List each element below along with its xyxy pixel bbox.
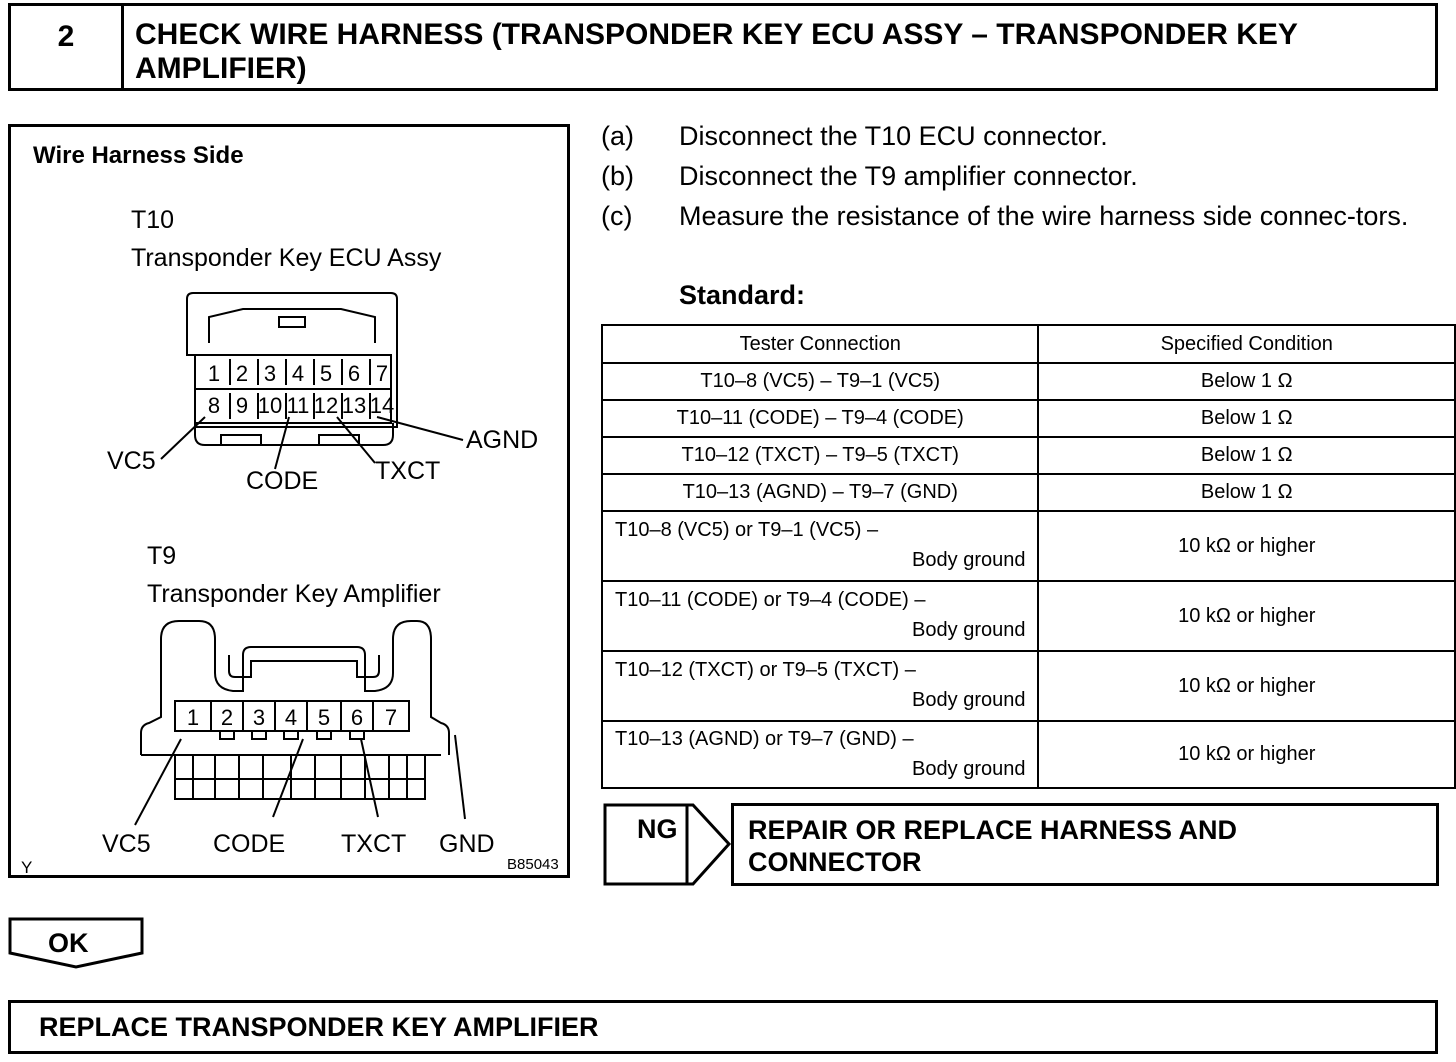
- connection-line-2: Body ground: [912, 549, 1026, 571]
- t10-pin-3: 3: [263, 361, 277, 386]
- t9-pin-tab: [317, 731, 331, 739]
- table-row: [602, 437, 1455, 474]
- t10-pin-2: 2: [235, 361, 249, 386]
- final-step-box: [8, 1000, 1438, 1054]
- cell-condition: Below 1 Ω: [1038, 400, 1455, 437]
- t10-pin-8: 8: [207, 393, 221, 418]
- t9-pin-tab: [220, 731, 234, 739]
- table-row: [602, 581, 1455, 651]
- t10-pin-1: 1: [207, 361, 221, 386]
- t9-txct-label: TXCT: [341, 830, 407, 858]
- ng-result-line-2: CONNECTOR: [748, 847, 922, 877]
- figure-id: B85043: [507, 856, 559, 873]
- final-step-text: REPLACE TRANSPONDER KEY AMPLIFIER: [39, 1012, 599, 1042]
- connection-line-2: Body ground: [912, 757, 1026, 780]
- t9-pin-3: 3: [252, 705, 266, 730]
- connection-line-1: T10–13 (AGND) or T9–7 (GND) –: [615, 727, 914, 750]
- t10-pin-9: 9: [235, 393, 249, 418]
- wire-harness-diagram: [8, 124, 570, 878]
- cell-connection: [602, 581, 1038, 651]
- t10-pin-7: 7: [375, 361, 389, 386]
- t10-code-label: CODE: [246, 467, 319, 495]
- corner-mark: Y: [21, 858, 33, 877]
- t9-pin-tab: [252, 731, 266, 739]
- t10-vc5-label: VC5: [107, 447, 156, 475]
- t10-pin-10: 10: [257, 393, 283, 418]
- t9-pin-1: 1: [186, 705, 200, 730]
- t10-agnd-label: AGND: [466, 426, 539, 454]
- t9-pin-tab: [350, 731, 364, 739]
- t9-pin-tab: [284, 731, 298, 739]
- t9-name: Transponder Key Amplifier: [147, 580, 441, 608]
- t10-pin-6: 6: [347, 361, 361, 386]
- connection-line-1: T10–12 (TXCT) or T9–5 (TXCT) –: [615, 659, 916, 681]
- ng-arrow-shape: [603, 803, 733, 886]
- t10-pin-11: 11: [286, 393, 310, 418]
- specification-table: [601, 324, 1456, 789]
- ng-result-box: [731, 803, 1439, 886]
- t9-code: T9: [147, 542, 177, 570]
- t10-pin-13: 13: [341, 393, 367, 418]
- t9-pin-5: 5: [317, 705, 331, 730]
- table-row: [602, 400, 1455, 437]
- cell-connection: T10–13 (AGND) – T9–7 (GND): [602, 474, 1038, 511]
- cell-condition: 10 kΩ or higher: [1038, 721, 1455, 788]
- standard-label: Standard:: [679, 280, 806, 310]
- t10-code: T10: [131, 206, 175, 234]
- connection-line-2: Body ground: [912, 689, 1026, 711]
- t9-vc5-label: VC5: [102, 830, 151, 858]
- instruction-a-letter: (a): [601, 121, 634, 151]
- cell-connection: T10–11 (CODE) – T9–4 (CODE): [602, 400, 1038, 437]
- cell-condition: 10 kΩ or higher: [1038, 651, 1455, 721]
- ok-label: OK: [48, 928, 89, 958]
- cell-connection: [602, 651, 1038, 721]
- ng-result-line-1: REPAIR OR REPLACE HARNESS AND: [748, 815, 1238, 845]
- t9-pin-7: 7: [384, 705, 398, 730]
- table-row: [602, 651, 1455, 721]
- t10-name: Transponder Key ECU Assy: [131, 244, 442, 272]
- header-tester-connection: Tester Connection: [602, 325, 1038, 363]
- cell-condition: Below 1 Ω: [1038, 363, 1455, 400]
- table-row: [602, 474, 1455, 511]
- instruction-c-letter: (c): [601, 201, 633, 231]
- diagram-heading: Wire Harness Side: [33, 142, 244, 169]
- ng-branch-box: [603, 803, 733, 886]
- instruction-b-letter: (b): [601, 161, 634, 191]
- cell-connection: [602, 511, 1038, 581]
- t9-pin-6: 6: [350, 705, 364, 730]
- cell-connection: T10–8 (VC5) – T9–1 (VC5): [602, 363, 1038, 400]
- table-row: [602, 511, 1455, 581]
- cell-condition: 10 kΩ or higher: [1038, 511, 1455, 581]
- instruction-b-text: Disconnect the T9 amplifier connector.: [679, 161, 1138, 191]
- cell-connection: [602, 721, 1038, 788]
- t10-pin-12: 12: [313, 393, 339, 418]
- step-title: CHECK WIRE HARNESS (TRANSPONDER KEY ECU ASSY – TRANSPONDER KEY AMPLIFIER): [135, 18, 1298, 85]
- t10-txct-label: TXCT: [375, 457, 441, 485]
- step-header: [8, 3, 1438, 91]
- t10-pin-5: 5: [319, 361, 333, 386]
- connection-line-1: T10–11 (CODE) or T9–4 (CODE) –: [615, 589, 926, 611]
- instruction-c-text: Measure the resistance of the wire harness side connec-tors.: [679, 201, 1409, 231]
- connection-line-1: T10–8 (VC5) or T9–1 (VC5) –: [615, 519, 879, 541]
- connector-illustration: [11, 127, 573, 881]
- header-specified-condition: Specified Condition: [1038, 325, 1455, 363]
- cell-connection: T10–12 (TXCT) – T9–5 (TXCT): [602, 437, 1038, 474]
- connection-line-2: Body ground: [912, 619, 1026, 641]
- ok-arrow-shape: [8, 917, 144, 969]
- t9-pin-4: 4: [284, 705, 298, 730]
- t10-pin-14: 14: [369, 393, 395, 418]
- step-number: 2: [11, 6, 124, 88]
- t10-pin-4: 4: [291, 361, 305, 386]
- t9-pin-2: 2: [220, 705, 234, 730]
- table-row: [602, 721, 1455, 788]
- cell-condition: Below 1 Ω: [1038, 474, 1455, 511]
- table-header-row: [602, 325, 1455, 363]
- instruction-a-text: Disconnect the T10 ECU connector.: [679, 121, 1108, 151]
- ok-branch-box: [8, 917, 144, 969]
- t9-gnd-label: GND: [439, 830, 495, 858]
- t9-code-label: CODE: [213, 830, 286, 858]
- ng-label: NG: [637, 814, 678, 844]
- cell-condition: Below 1 Ω: [1038, 437, 1455, 474]
- cell-condition: 10 kΩ or higher: [1038, 581, 1455, 651]
- t9-pin-row: [175, 701, 409, 739]
- table-row: [602, 363, 1455, 400]
- ng-result-text: [748, 814, 1423, 878]
